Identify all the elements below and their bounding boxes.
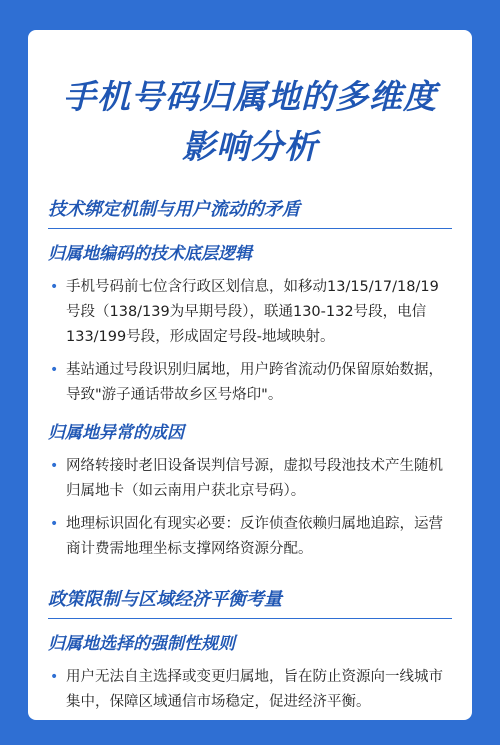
bullet-list bbox=[48, 665, 452, 715]
bullet-icon: • bbox=[50, 669, 59, 685]
section-heading-policy: 政策限制与区域经济平衡考量 bbox=[48, 586, 452, 619]
content-card bbox=[28, 30, 472, 720]
bullet-icon: • bbox=[50, 516, 59, 532]
bullet-icon: • bbox=[50, 362, 59, 378]
subsection-heading-encoding: 归属地编码的技术底层逻辑 bbox=[48, 244, 252, 264]
bullet-icon: • bbox=[50, 458, 59, 474]
list-item: • 网络转接时老旧设备误判信号源，虚拟号段池技术产生随机归属地卡（如云南用户获北京号码）。 bbox=[48, 454, 452, 504]
list-item: • 手机号码前七位含行政区划信息，如移动13/15/17/18/19号段（138/139为早期号段），联通130-132号段，电信133/199号段，形成固定号段-地域映射。 bbox=[48, 275, 452, 350]
page-title: 手机号码归属地的多维度影响分析 bbox=[63, 77, 437, 166]
section-heading-tech: 技术绑定机制与用户流动的矛盾 bbox=[48, 196, 452, 229]
bullet-icon: • bbox=[50, 279, 59, 295]
bullet-list bbox=[48, 275, 452, 408]
subsection-heading-anomaly: 归属地异常的成因 bbox=[48, 423, 184, 443]
list-item: • 用户无法自主选择或变更归属地，旨在防止资源向一线城市集中，保障区域通信市场稳定，促进经济平衡。 bbox=[48, 665, 452, 715]
list-item: • 地理标识固化有现实必要：反诈侦查依赖归属地追踪，运营商计费需地理坐标支撑网络资源分配。 bbox=[48, 512, 452, 562]
bullet-list bbox=[48, 454, 452, 562]
list-item: • 基站通过号段识别归属地，用户跨省流动仍保留原始数据，导致"游子通话带故乡区号烙印"。 bbox=[48, 358, 452, 408]
subsection-heading-rules: 归属地选择的强制性规则 bbox=[48, 634, 235, 654]
